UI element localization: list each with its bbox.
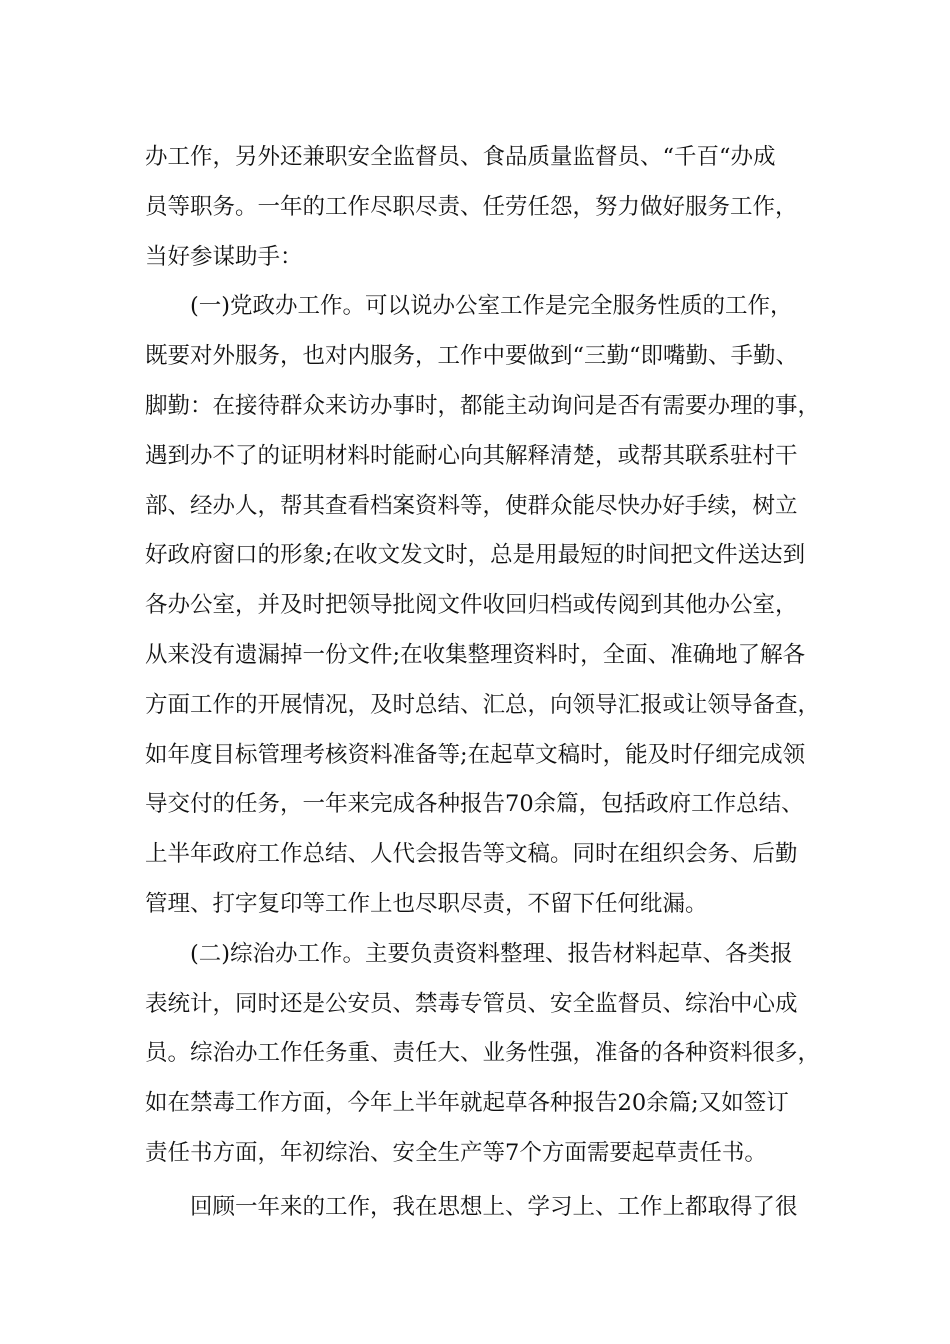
paragraph-line: (一)党政办工作。可以说办公室工作是完全服务性质的工作， <box>190 293 793 320</box>
paragraph-line: 责任书方面，年初综治、安全生产等7个方面需要起草责任书。 <box>145 1139 767 1166</box>
paragraph-line: 当好参谋助手： <box>145 243 303 270</box>
paragraph-line: 管理、打字复印等工作上也尽职尽责，不留下任何纰漏。 <box>145 890 708 917</box>
paragraph-line: 导交付的任务，一年来完成各种报告70余篇，包括政府工作总结、 <box>145 791 804 818</box>
document-body <box>145 133 825 1233</box>
paragraph-line: 好政府窗口的形象;在收文发文时，总是用最短的时间把文件送达到 <box>145 542 806 569</box>
paragraph-line: 部、经办人，帮其查看档案资料等，使群众能尽快办好手续，树立 <box>145 492 798 519</box>
paragraph-line: 如年度目标管理考核资料准备等;在起草文稿时，能及时仔细完成领 <box>145 741 806 768</box>
paragraph-line: 员等职务。一年的工作尽职尽责、任劳任怨，努力做好服务工作， <box>145 193 798 220</box>
paragraph-line: 既要对外服务，也对内服务，工作中要做到“三勤“即嘴勤、手勤、 <box>145 343 799 370</box>
paragraph-line: 脚勤：在接待群众来访办事时，都能主动询问是否有需要办理的事， <box>145 392 821 419</box>
paragraph-line: 员。综治办工作任务重、责任大、业务性强，准备的各种资料很多， <box>145 1040 821 1067</box>
paragraph-line: 如在禁毒工作方面，今年上半年就起草各种报告20余篇;又如签订 <box>145 1090 789 1117</box>
paragraph-line: 方面工作的开展情况，及时总结、汇总，向领导汇报或让领导备查， <box>145 691 821 718</box>
paragraph-line: 遇到办不了的证明材料时能耐心向其解释清楚，或帮其联系驻村干 <box>145 442 798 469</box>
paragraph-line: 办工作，另外还兼职安全监督员、食品质量监督员、“千百“办成 <box>145 144 776 170</box>
paragraph-line: 回顾一年来的工作，我在思想上、学习上、工作上都取得了很 <box>190 1193 798 1220</box>
paragraph-line: (二)综治办工作。主要负责资料整理、报告材料起草、各类报 <box>190 940 793 967</box>
paragraph-line: 上半年政府工作总结、人代会报告等文稿。同时在组织会务、后勤 <box>145 841 798 868</box>
paragraph-line: 从来没有遗漏掉一份文件;在收集整理资料时，全面、准确地了解各 <box>145 641 806 668</box>
paragraph-line: 表统计，同时还是公安员、禁毒专管员、安全监督员、综治中心成 <box>145 990 798 1017</box>
paragraph-line: 各办公室，并及时把领导批阅文件收回归档或传阅到其他办公室， <box>145 592 798 619</box>
